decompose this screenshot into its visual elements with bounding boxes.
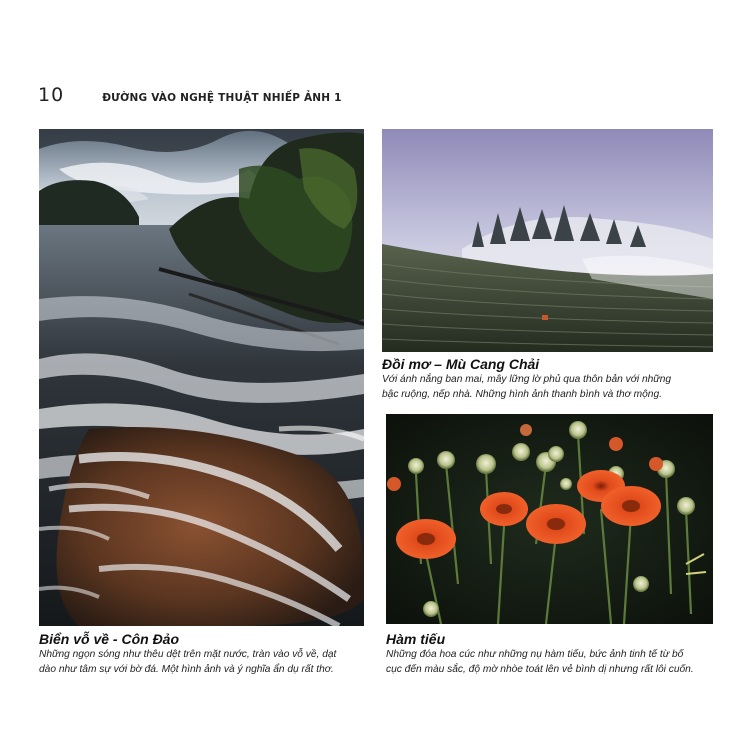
flowers-caption-text <box>386 648 720 677</box>
misty-hill-caption-text <box>382 373 717 402</box>
misty-hill-caption-title: Đồi mơ – Mù Cang Chải <box>382 356 540 372</box>
ocean-waves-photo <box>39 129 364 626</box>
flowers-caption-title: Hàm tiếu <box>386 631 446 647</box>
flowers-photo <box>386 414 713 624</box>
ocean-waves-caption-text <box>39 648 369 677</box>
ocean-waves-caption-title: Biển vỗ về - Côn Đảo <box>39 631 180 647</box>
caption-line: bậc ruộng, nếp nhà. Những hình ảnh thanh bình và thơ mộng. <box>382 388 662 400</box>
misty-hill-photo <box>382 129 713 352</box>
caption-line: Những ngọn sóng như thêu dệt trên mặt nước, tràn vào vỗ về, dạt <box>39 649 337 660</box>
caption-line: Những đóa hoa cúc như những nụ hàm tiếu, bức ảnh tinh tế từ bố <box>386 649 684 660</box>
book-title: ĐƯỜNG VÀO NGHỆ THUẬT NHIẾP ẢNH 1 <box>102 92 342 104</box>
caption-line: dào như tâm sự với bờ đá. Một hình ảnh và ý nghĩa ẩn dụ rất thơ. <box>39 663 334 675</box>
page-number: 10 <box>38 84 65 106</box>
caption-line: cục đến màu sắc, độ mờ nhòe toát lên vẻ bình dị nhưng rất lôi cuốn. <box>386 663 694 675</box>
caption-line: Với ánh nắng ban mai, mây lững lờ phủ qua thôn bản với những <box>382 374 672 385</box>
page-header <box>38 84 342 108</box>
